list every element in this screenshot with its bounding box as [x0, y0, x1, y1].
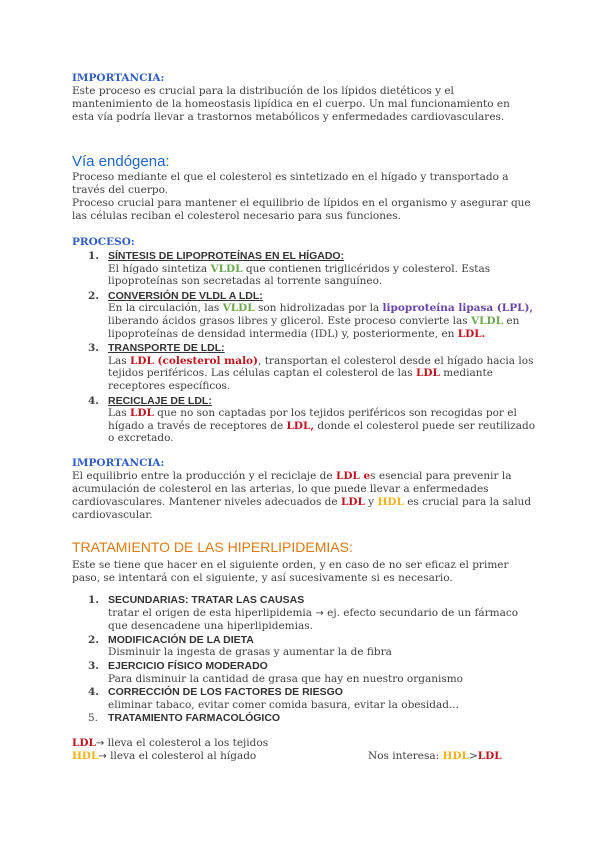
step-title: SÍNTESIS DE LIPOPROTEÍNAS EN EL HÍGADO:	[108, 250, 345, 262]
treatment-heading: TRATAMIENTO DE LAS HIPERLIPIDEMIAS:	[72, 539, 353, 555]
step-text: que contienen triglicéridos y colesterol. Estas lipoproteínas son secretadas al torrente sanguíneo.	[108, 262, 491, 288]
item-title: TRATAMIENTO FARMACOLÓGICO	[108, 712, 281, 725]
step-text: liberando ácidos grasos libres y glicerol. Este proceso convierte las	[108, 314, 471, 327]
text-run: es crucial para la salud cardiovascular.	[72, 496, 532, 521]
treatment-intro: Este se tiene que hacer en el siguiente orden, y en caso de no ser eficaz el primer paso, se intentará con el siguiente, y así sucesivamente si es necesario.	[72, 559, 509, 584]
treatment-item	[88, 712, 538, 725]
text-run: y	[364, 496, 378, 508]
treatment-section	[72, 539, 532, 585]
treatment-item	[88, 660, 538, 685]
step-text: Las	[108, 407, 130, 420]
step-text: En la circulación, las	[108, 302, 223, 315]
hdl-term: HDL	[72, 750, 99, 762]
hdl-term: HDL	[442, 750, 469, 762]
item-title: SECUNDARIAS: TRATAR LAS CAUSAS	[108, 594, 305, 606]
interest-label: Nos interesa:	[368, 750, 443, 762]
item-number: 3.	[88, 659, 99, 672]
item-desc: eliminar tabaco, evitar comer comida basura, evitar la obesidad...	[108, 698, 459, 711]
step-text: son hidrolizadas por la	[254, 302, 383, 315]
treatment-list	[88, 594, 538, 725]
step-text: , transportan el colesterol desde el hígado hacia los tejidos periféricos. Las células captan el colesterol de las	[108, 354, 534, 380]
step-number: 3.	[88, 342, 99, 355]
process-step	[88, 250, 538, 288]
ldl-term: LDL (colesterol malo)	[129, 354, 259, 367]
ldl-term: LDL,	[286, 419, 315, 432]
item-number: 1.	[88, 594, 99, 606]
ldl-term: LDL.	[457, 327, 486, 340]
process-step	[88, 290, 538, 340]
endogenous-heading: Vía endógena:	[72, 153, 170, 170]
process-step	[88, 395, 538, 445]
importance-text: Este proceso es crucial para la distribución de los lípidos dietéticos y el mantenimiento de la homeostasis lipídica en el cuerpo. Un mal funcionamiento en esta vía podría llevar a trastornos metabólicos y enfermedades cardiovasculares.	[72, 85, 510, 123]
item-number: 5.	[88, 712, 99, 725]
item-title: EJERCICIO FÍSICO MODERADO	[108, 659, 268, 672]
process-label-text: PROCESO:	[72, 236, 135, 248]
step-text: Las	[108, 354, 130, 367]
step-title: RECICLAJE DE LDL:	[108, 394, 212, 407]
item-title: CORRECCIÓN DE LOS FACTORES DE RIESGO	[108, 686, 343, 699]
lpl-term: lipoproteína lipasa (LPL),	[382, 302, 534, 315]
treatment-item	[88, 594, 538, 633]
treatment-item	[88, 634, 538, 659]
item-desc: tratar el origen de esta hiperlipidemia	[108, 606, 316, 619]
step-text: donde el colesterol puede ser reutilizado o excretado.	[108, 419, 536, 445]
process-steps-list	[88, 250, 538, 445]
hdl-term: HDL	[377, 496, 404, 508]
legend-text: lleva el colesterol al hígado	[106, 750, 257, 762]
step-text: en lipoproteínas de densidad intermedia (IDL) y, posteriormente, en	[108, 314, 520, 340]
item-desc: Disminuir la ingesta de grasas y aumentar la de fibra	[108, 646, 392, 659]
process-step	[88, 342, 538, 392]
legend-text: lleva el colesterol a los tejidos	[104, 737, 269, 749]
endogenous-section	[72, 153, 532, 223]
endogenous-paragraph-1: Proceso mediante el que el colesterol es sintetizado en el hígado y transportado a través del cuerpo.	[72, 171, 509, 196]
item-number: 2.	[88, 633, 99, 646]
ldl-term: LDL e	[335, 470, 371, 482]
vldl-term: VLDL	[222, 302, 255, 315]
vldl-term: VLDL	[470, 314, 504, 327]
interest-note	[368, 750, 502, 763]
arrow-right-icon: →	[315, 607, 324, 619]
importance-section-1	[72, 72, 532, 124]
step-number: 1.	[88, 250, 99, 262]
process-label	[72, 236, 532, 249]
ldl-term: LDL	[416, 367, 440, 380]
greater-than-sign: >	[468, 750, 478, 762]
ldl-term: LDL	[72, 737, 96, 749]
arrow-right-icon: →	[95, 738, 105, 749]
text-run: s esencial para prevenir la acumulación de colesterol en las arterias, lo que puede llevar a enfermedades cardiovasculares. Mantener niveles adecuados de	[72, 470, 512, 508]
step-number: 4.	[88, 394, 99, 407]
step-title: TRANSPORTE DE LDL:	[108, 342, 225, 355]
step-text: El hígado sintetiza	[108, 262, 211, 275]
importance-label: IMPORTANCIA:	[72, 72, 165, 84]
step-title: CONVERSIÓN DE VLDL A LDL:	[108, 289, 263, 302]
endogenous-paragraph-2: Proceso crucial para mantener el equilibrio de lípidos en el organismo y asegurar que las células reciban el colesterol necesario para sus funciones.	[72, 197, 531, 222]
step-text: mediante receptores específicos.	[108, 367, 493, 392]
importance-section-2	[72, 457, 532, 522]
arrow-right-icon: →	[98, 751, 107, 762]
vldl-term: VLDL	[210, 262, 243, 275]
item-desc: Para disminuir la cantidad de grasa que hay en nuestro organismo	[108, 672, 464, 685]
treatment-item	[88, 686, 538, 711]
importance-text	[72, 470, 532, 522]
step-text: que no son captadas por los tejidos periféricos son recogidas por el hígado a través de receptores de	[108, 407, 517, 432]
step-number: 2.	[88, 289, 99, 302]
item-title: MODIFICACIÓN DE LA DIETA	[108, 633, 254, 646]
item-number: 4.	[88, 686, 99, 699]
ldl-term: LDL	[477, 750, 502, 762]
ldl-term: LDL	[340, 496, 365, 508]
ldl-term: LDL	[129, 407, 154, 420]
item-desc: ej. efecto secundario de un fármaco que desencadene una hiperlipidemias.	[108, 606, 519, 633]
ldl-legend-line	[72, 737, 552, 750]
importance-label: IMPORTANCIA:	[72, 457, 165, 469]
text-run: El equilibrio entre la producción y el reciclaje de	[72, 470, 336, 482]
